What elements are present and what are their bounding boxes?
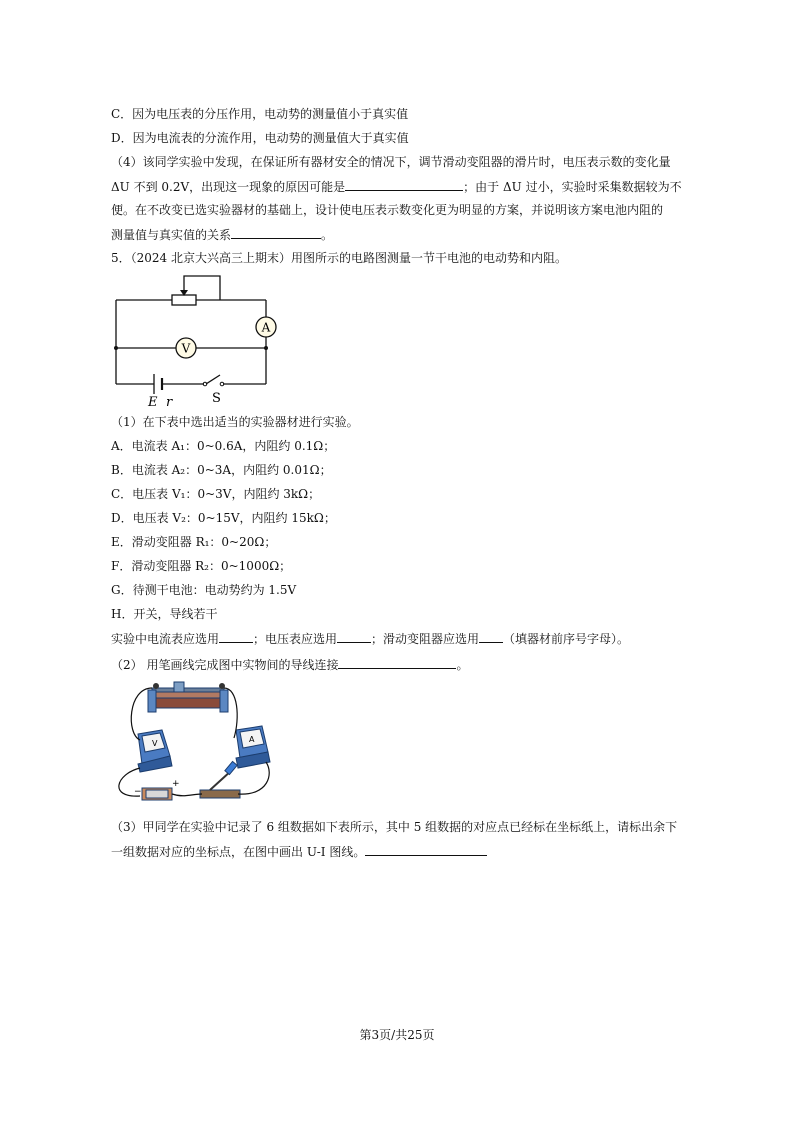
q4-text-c: 测量值与真实值的关系 (111, 228, 232, 242)
q5-part-3-line-1: （3）甲同学在实验中记录了 6 组数据如下表所示，其中 5 组数据的对应点已经标在坐标纸上，请标出余下 (111, 820, 678, 834)
answer-blank[interactable] (337, 630, 371, 643)
option-d: D．因为电流表的分流作用，电动势的测量值大于真实值 (111, 131, 409, 145)
answer-blank[interactable] (365, 843, 487, 856)
answer-blank[interactable] (479, 630, 503, 643)
answer-blank[interactable] (345, 178, 463, 191)
part-3-text: 一组数据对应的坐标点，在图中画出 U-I 图线。 (111, 845, 366, 859)
selection-text-b: ；电压表应选用 (253, 632, 338, 646)
battery-minus: − (134, 787, 142, 797)
option-b: B．电流表 A₂：0~3A，内阻约 0.01Ω； (111, 463, 332, 477)
battery-plus: + (172, 779, 180, 789)
option-g: G．待测干电池：电动势约为 1.5V (111, 583, 297, 597)
part-2-end: 。 (456, 658, 469, 672)
selection-text-c: ；滑动变阻器应选用 (371, 632, 480, 646)
q5-part-3-line-2 (111, 843, 487, 860)
ammeter-device (236, 726, 270, 768)
q4-text-b: ；由于 ΔU 过小，实验时采集数据较为不 (463, 180, 682, 194)
voltmeter-label: V (181, 341, 191, 356)
voltmeter-device (138, 730, 172, 772)
page-footer: 第3页/共25页 (359, 1028, 435, 1042)
resistance-label: r (166, 395, 173, 410)
q4-text-d: 。 (321, 228, 334, 242)
question-5-title: 5．（2024 北京大兴高三上期末）用图所示的电路图测量一节干电池的电动势和内阻。 (111, 251, 567, 265)
selection-text-d: （填器材前序号字母）。 (503, 632, 630, 646)
option-h: H．开关，导线若干 (111, 607, 218, 621)
q4-line-4 (111, 226, 333, 243)
voltmeter-tag: V (152, 739, 158, 748)
q5-part-2 (111, 656, 468, 673)
answer-blank[interactable] (219, 630, 253, 643)
ammeter-tag: A (249, 735, 255, 744)
apparatus-illustration (108, 678, 280, 808)
emf-label: E (148, 395, 158, 410)
circuit-diagram (108, 270, 278, 410)
option-e: E．滑动变阻器 R₁：0~20Ω； (111, 535, 277, 549)
q5-part-1: （1）在下表中选出适当的实验器材进行实验。 (111, 415, 359, 429)
selection-line (111, 630, 629, 647)
rheostat (148, 682, 228, 712)
option-c: C．电压表 V₁：0~3V，内阻约 3kΩ； (111, 487, 321, 501)
q4-line-2 (111, 178, 682, 195)
ammeter-label: A (261, 320, 271, 335)
selection-text-a: 实验中电流表应选用 (111, 632, 220, 646)
option-a: A．电流表 A₁：0~0.6A，内阻约 0.1Ω； (111, 439, 336, 453)
option-c: C．因为电压表的分压作用，电动势的测量值小于真实值 (111, 107, 409, 121)
answer-blank[interactable] (231, 226, 321, 239)
knife-switch (200, 761, 240, 798)
option-f: F．滑动变阻器 R₂：0~1000Ω； (111, 559, 292, 573)
q4-line-1: （4）该同学实验中发现，在保证所有器材安全的情况下，调节滑动变阻器的滑片时，电压表示数的变化量 (111, 155, 671, 169)
q4-line-3: 便。在不改变已选实验器材的基础上，设计使电压表示数变化更为明显的方案，并说明该方案电池内阻的 (111, 203, 664, 217)
answer-blank[interactable] (338, 656, 456, 669)
switch-label: S (212, 391, 221, 406)
option-d: D．电压表 V₂：0~15V，内阻约 15kΩ； (111, 511, 336, 525)
part-2-text: （2） 用笔画线完成图中实物间的导线连接 (111, 658, 339, 672)
q4-text-a: ΔU 不到 0.2V，出现这一现象的原因可能是 (111, 180, 346, 194)
battery-holder (142, 788, 172, 800)
